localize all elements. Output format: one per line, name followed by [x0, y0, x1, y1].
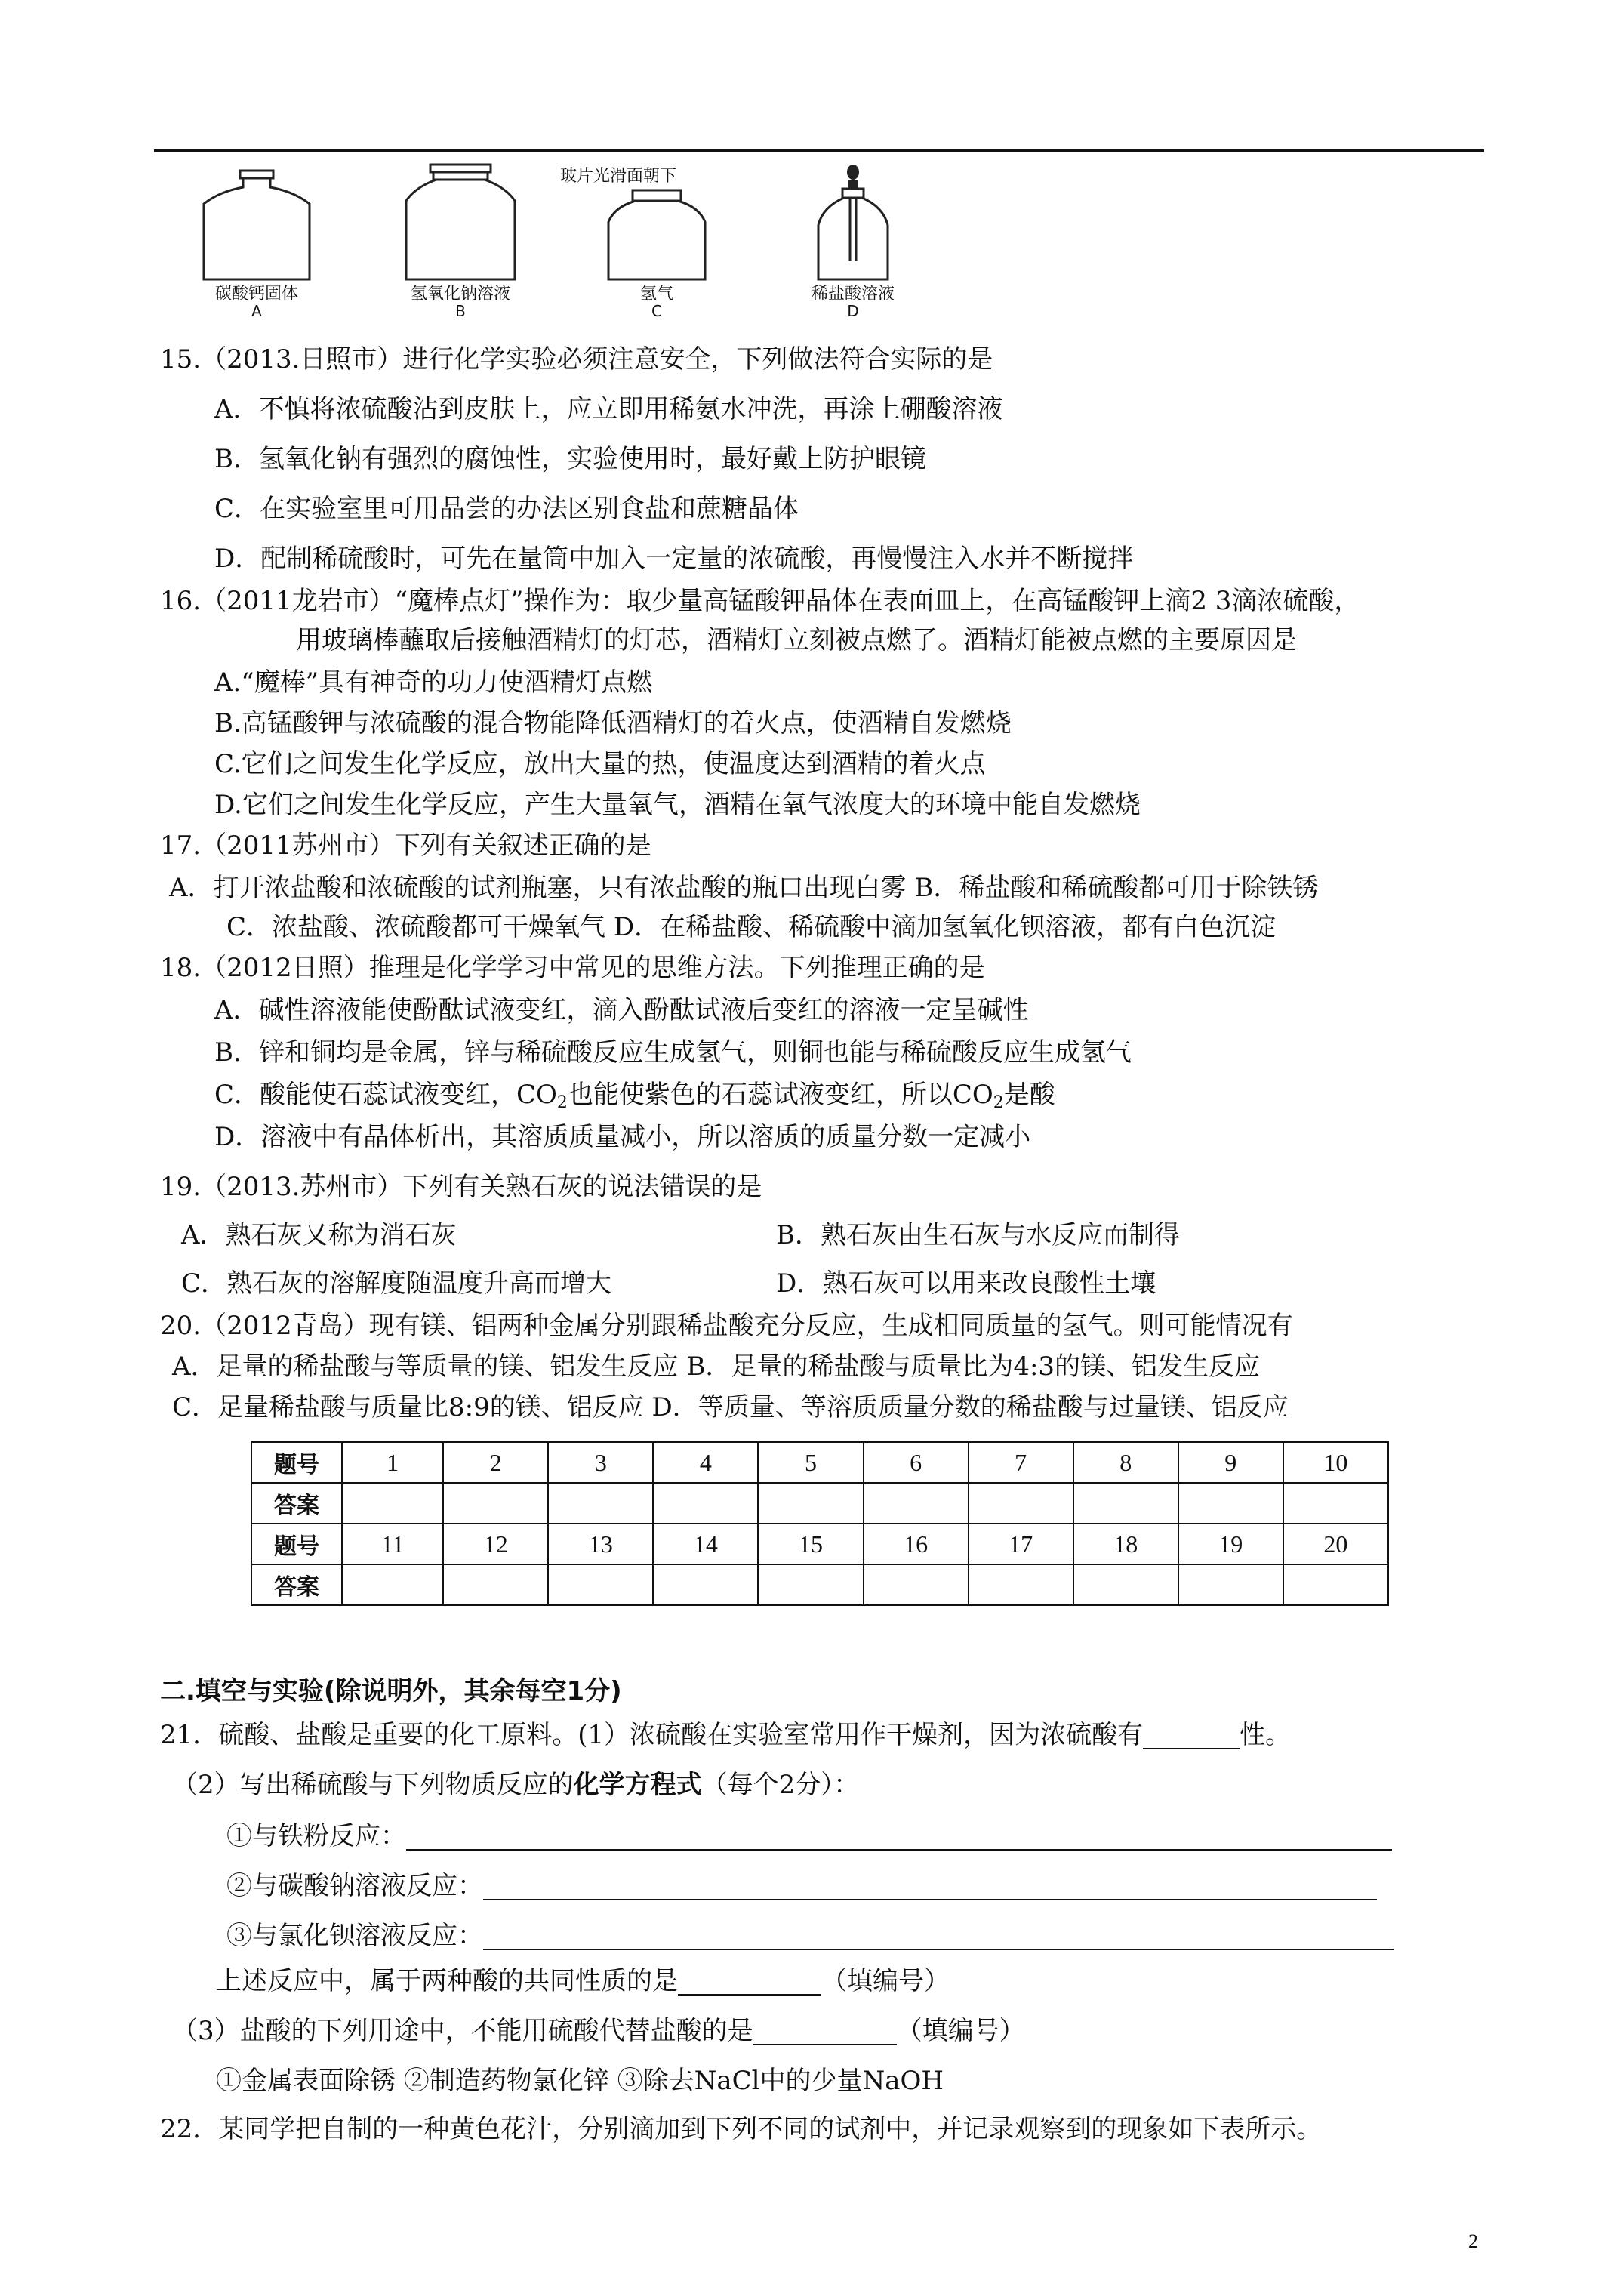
figure-note: 玻片光滑面朝下 — [560, 167, 677, 186]
figure-letter: B — [455, 302, 466, 320]
fill-blank[interactable] — [406, 1820, 1392, 1851]
figure-letter: C — [651, 302, 662, 320]
q20-options-ab: A．足量的稀盐酸与等质量的镁、铝发生反应 B．足量的稀盐酸与质量比为4:3的镁、铝发生反应 — [172, 1351, 1261, 1382]
answer-cell[interactable] — [758, 1483, 863, 1524]
q15-option-a: A．不慎将浓硫酸沾到皮肤上，应立即用稀氨水冲洗，再涂上硼酸溶液 — [214, 394, 1003, 424]
figure-caption: 稀盐酸溶液 — [811, 285, 895, 304]
figure-c — [581, 162, 732, 328]
q15-stem: 15.（2013.日照市）进行化学实验必须注意安全，下列做法符合实际的是 — [160, 344, 993, 374]
table-row — [251, 1524, 1388, 1564]
q20-options-cd: C．足量稀盐酸与质量比8:9的镁、铝反应 D．等质量、等溶质质量分数的稀盐酸与过量镁、铝反应 — [172, 1392, 1289, 1422]
question-number-cell: 17 — [969, 1524, 1073, 1564]
figure-a — [181, 162, 332, 328]
question-number-cell: 8 — [1073, 1442, 1178, 1483]
answer-cell[interactable] — [1283, 1564, 1388, 1605]
answer-cell[interactable] — [548, 1483, 653, 1524]
answer-cell[interactable] — [969, 1564, 1073, 1605]
answer-cell[interactable] — [443, 1483, 548, 1524]
q18-option-a: A．碱性溶液能使酚酞试液变红，滴入酚酞试液后变红的溶液一定呈碱性 — [214, 995, 1029, 1025]
q16-option-c: C.它们之间发生化学反应，放出大量的热，使温度达到酒精的着火点 — [214, 749, 986, 779]
answer-cell[interactable] — [1283, 1483, 1388, 1524]
question-number-cell: 5 — [758, 1442, 863, 1483]
q16-stem-cont: 用玻璃棒蘸取后接触酒精灯的灯芯，酒精灯立刻被点燃了。酒精灯能被点燃的主要原因是 — [296, 625, 1297, 655]
q20-stem: 20.（2012青岛）现有镁、铝两种金属分别跟稀盐酸充分反应，生成相同质量的氢气。则可能情况有 — [160, 1311, 1293, 1341]
question-number-cell: 16 — [864, 1524, 969, 1564]
question-number-cell: 9 — [1178, 1442, 1283, 1483]
bottle-figures — [181, 162, 936, 328]
question-number-cell: 10 — [1283, 1442, 1388, 1483]
answer-cell[interactable] — [653, 1483, 758, 1524]
wide-mouth-bottle-icon — [181, 162, 332, 282]
answer-cell[interactable] — [969, 1483, 1073, 1524]
q18-stem: 18.（2012日照）推理是化学学习中常见的思维方法。下列推理正确的是 — [160, 953, 985, 983]
reaction-line-2: ②与碳酸钠溶液反应： — [226, 1865, 1377, 1902]
q19-stem: 19.（2013.苏州市）下列有关熟石灰的说法错误的是 — [160, 1172, 762, 1202]
question-number-cell: 7 — [969, 1442, 1073, 1483]
q18-option-b: B．锌和铜均是金属，锌与稀硫酸反应生成氢气，则铜也能与稀硫酸反应生成氢气 — [214, 1037, 1132, 1068]
answer-cell[interactable] — [1178, 1564, 1283, 1605]
figure-caption: 氢氧化钠溶液 — [410, 285, 510, 304]
answer-cell[interactable] — [1178, 1483, 1283, 1524]
q16-option-b: B.高锰酸钾与浓硫酸的混合物能降低酒精灯的着火点，使酒精自发燃烧 — [214, 708, 1012, 738]
q18-option-d: D．溶液中有晶体析出，其溶质质量减小，所以溶质的质量分数一定减小 — [214, 1122, 1031, 1152]
q19-option-a: A．熟石灰又称为消石灰 — [181, 1220, 457, 1250]
question-number-cell: 15 — [758, 1524, 863, 1564]
table-row — [251, 1564, 1388, 1605]
fill-blank[interactable] — [483, 1870, 1377, 1900]
q16-stem: 16.（2011龙岩市）“魔棒点灯”操作为：取少量高锰酸钾晶体在表面皿上，在高锰酸钾上滴2 3滴浓硫酸， — [160, 586, 1360, 616]
q21-part2: （2）写出稀硫酸与下列物质反应的化学方程式（每个2分）： — [172, 1770, 860, 1800]
q15-option-c: C．在实验室里可用品尝的办法区别食盐和蔗糖晶体 — [214, 494, 799, 524]
q17-options-cd: C．浓盐酸、浓硫酸都可干燥氧气 D．在稀盐酸、稀硫酸中滴加氢氧化钡溶液，都有白色沉淀 — [226, 912, 1277, 942]
answer-cell[interactable] — [342, 1564, 443, 1605]
table-row — [251, 1483, 1388, 1524]
answer-cell[interactable] — [864, 1564, 969, 1605]
q16-option-a: A.“魔棒”具有神奇的功力使酒精灯点燃 — [214, 667, 653, 698]
question-number-cell: 12 — [443, 1524, 548, 1564]
fill-blank[interactable] — [483, 1920, 1394, 1950]
question-number-cell: 14 — [653, 1524, 758, 1564]
q19-option-d: D．熟石灰可以用来改良酸性土壤 — [776, 1268, 1156, 1299]
fill-blank[interactable] — [753, 2015, 897, 2045]
question-number-cell: 13 — [548, 1524, 653, 1564]
answer-cell[interactable] — [443, 1564, 548, 1605]
table-row-label: 题号 — [251, 1524, 342, 1564]
reaction-line-1: ①与铁粉反应： — [226, 1815, 1392, 1852]
question-number-cell: 18 — [1073, 1524, 1178, 1564]
figure-letter: A — [251, 302, 262, 320]
answer-cell[interactable] — [548, 1564, 653, 1605]
figure-caption: 碳酸钙固体 — [214, 285, 298, 304]
answer-cell[interactable] — [653, 1564, 758, 1605]
question-number-cell: 19 — [1178, 1524, 1283, 1564]
q17-stem: 17.（2011苏州市）下列有关叙述正确的是 — [160, 831, 651, 861]
q21-part3: （3）盐酸的下列用途中，不能用硫酸代替盐酸的是 （填编号） — [172, 2016, 1025, 2046]
common-property-line: 上述反应中，属于两种酸的共同性质的是 （填编号） — [216, 1966, 950, 1996]
question-number-cell: 3 — [548, 1442, 653, 1483]
answer-cell[interactable] — [758, 1564, 863, 1605]
q16-option-d: D.它们之间发生化学反应，产生大量氧气，酒精在氧气浓度大的环境中能自发燃烧 — [214, 790, 1141, 820]
q15-option-b: B．氢氧化钠有强烈的腐蚀性，实验使用时，最好戴上防护眼镜 — [214, 444, 926, 474]
q19-option-c: C．熟石灰的溶解度随温度升高而增大 — [181, 1268, 612, 1299]
answer-cell[interactable] — [1073, 1564, 1178, 1605]
answer-table — [251, 1441, 1389, 1606]
q17-options-ab: A．打开浓盐酸和浓硫酸的试剂瓶塞，只有浓盐酸的瓶口出现白雾 B．稀盐酸和稀硫酸都可用于除铁锈 — [169, 873, 1319, 903]
question-number-cell: 6 — [864, 1442, 969, 1483]
q21-part1: 21．硫酸、盐酸是重要的化工原料。(1）浓硫酸在实验室常用作干燥剂，因为浓硫酸有 性。 — [160, 1720, 1292, 1750]
figure-caption: 氢气 — [639, 285, 673, 304]
uses-options: ①金属表面除锈 ②制造药物氯化锌 ③除去NaCl中的少量NaOH — [216, 2066, 944, 2096]
fill-blank[interactable] — [1143, 1719, 1240, 1749]
header-rule — [154, 149, 1484, 152]
table-row-label: 答案 — [251, 1564, 342, 1605]
q15-option-d: D．配制稀硫酸时，可先在量筒中加入一定量的浓硫酸，再慢慢注入水并不断搅拌 — [214, 544, 1134, 574]
q22-stem: 22．某同学把自制的一种黄色花汁，分别滴加到下列不同的试剂中，并记录观察到的现象如下表所示。 — [160, 2114, 1323, 2144]
wide-mouth-bottle-icon — [385, 162, 536, 282]
figure-b — [385, 162, 536, 328]
table-row — [251, 1442, 1388, 1483]
page-number: 2 — [1468, 2230, 1478, 2252]
table-row-label: 答案 — [251, 1483, 342, 1524]
question-number-cell: 2 — [443, 1442, 548, 1483]
question-number-cell: 1 — [342, 1442, 443, 1483]
q18-option-c: C．酸能使石蕊试液变红，$CO_2$也能使紫色的石蕊试液变红，所以$CO_2$是酸 — [214, 1080, 1055, 1112]
section-title: 二.填空与实验(除说明外，其余每空1分) — [160, 1676, 622, 1706]
answer-cell[interactable] — [864, 1483, 969, 1524]
q19-option-b: B．熟石灰由生石灰与水反应而制得 — [776, 1220, 1180, 1250]
question-number-cell: 4 — [653, 1442, 758, 1483]
answer-cell[interactable] — [342, 1483, 443, 1524]
fill-blank[interactable] — [678, 1965, 821, 1996]
answer-cell[interactable] — [1073, 1483, 1178, 1524]
question-number-cell: 11 — [342, 1524, 443, 1564]
reaction-line-3: ③与氯化钡溶液反应： — [226, 1915, 1394, 1952]
figure-letter: D — [847, 302, 859, 320]
dropper-bottle-icon — [778, 162, 929, 282]
figure-d — [778, 162, 929, 328]
table-row-label: 题号 — [251, 1442, 342, 1483]
question-number-cell: 20 — [1283, 1524, 1388, 1564]
